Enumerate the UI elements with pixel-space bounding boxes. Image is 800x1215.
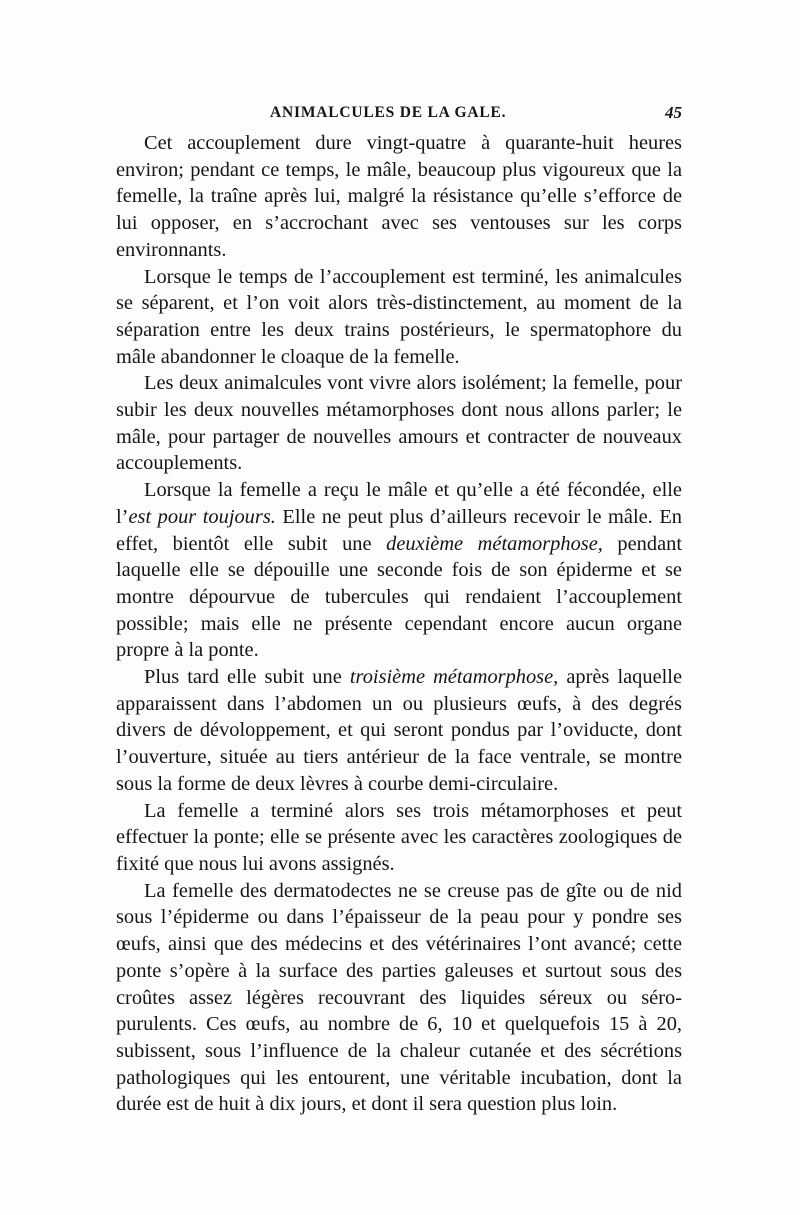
paragraph: La femelle des dermatodectes ne se creuse pas de gîte ou de nid sous l’épiderme ou dans l’épaisseur de la peau pour y pondre ses œufs, ainsi que des médecins et des vétérinaires l’ont avancé; cette ponte s’opère à la surface des parties galeuses et surtout sous des croûtes assez légères recouvrant des liquides séreux ou séro-purulents. Ces œufs, au nombre de 6, 10 et quelquefois 15 à 20, subissent, sous l’influence de la chaleur cutanée et des sécrétions pathologiques qui les entourent, une véritable incubation, dont la durée est de huit à dix jours, et dont il sera question plus loin. [116,879,682,1116]
paragraph [116,664,682,798]
paragraph [116,477,682,664]
page-number: 45 [665,103,682,122]
paragraph-text: Plus tard elle subit une [144,666,350,689]
paragraph-text: pendant laquelle elle se dépouille une seconde fois de son épiderme et se montre dépourvue de tubercules qui rendaient l’accouplement possible; mais elle ne présente cependant encore aucun organe propre à la ponte. [116,532,682,662]
italic-phrase: deuxième métamorphose, [386,532,603,555]
paragraph-text: après laquelle apparaissent dans l’abdomen un ou plusieurs œufs, à des degrés divers de dévoloppement, et qui seront pondus par l’oviducte, dont l’ouverture, située au tiers antérieur de la face ventrale, se montre sous la forme de deux lèvres à courbe demi-circulaire. [116,666,683,795]
body-text [116,130,682,1118]
running-title: ANIMALCULES DE LA GALE. [270,104,507,121]
paragraph-text: Lorsque la femelle a reçu le mâle et qu’elle a été fécondée, elle l’ [116,479,682,528]
paragraph-text: Elle ne peut plus d’ailleurs recevoir le mâle. En effet, bientôt elle subit une [116,505,682,555]
paragraph: Les deux animalcules vont vivre alors isolément; la femelle, pour subir les deux nouvelles métamorphoses dont nous allons parler; le mâle, pour partager de nouvelles amours et contracter de nouveaux accouplements. [116,372,682,475]
italic-phrase: troisième métamorphose, [349,666,559,689]
paragraph: Lorsque le temps de l’accouplement est terminé, les animalcules se séparent, et l’on voit alors très-distinctement, au moment de la séparation entre les deux trains postérieurs, le spermatophore du mâle abandonner le cloaque de la femelle. [116,265,682,368]
paragraph: La femelle a terminé alors ses trois métamorphoses et peut effectuer la ponte; elle se présente avec les caractères zoologiques de fixité que nous lui avons assignés. [116,799,682,875]
italic-phrase: est pour toujours. [128,505,276,528]
running-head [118,100,682,126]
paragraph: Cet accouplement dure vingt-quatre à quarante-huit heures environ; pendant ce temps, le mâle, beaucoup plus vigoureux que la femelle, la traîne après lui, malgré la résistance qu’elle s’efforce de lui opposer, en s’accrochant avec ses ventouses sur les corps environnants. [116,132,682,261]
